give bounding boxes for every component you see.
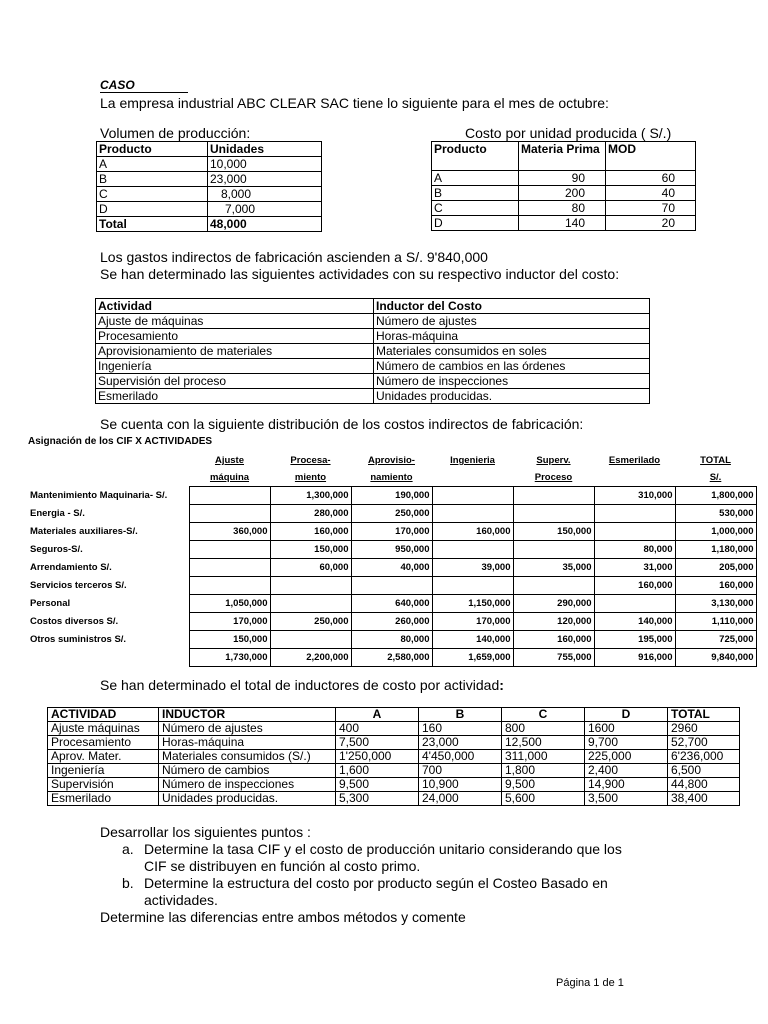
cif-cell: 205,000	[675, 559, 756, 577]
cif-row-label: Otros suministros S/.	[30, 634, 127, 645]
cif-row	[28, 595, 756, 613]
activity-cell: Aprovisionamiento de materiales	[96, 344, 374, 359]
cif-row-label: Servicios terceros S/.	[30, 580, 127, 591]
value-cell: 700	[419, 764, 502, 778]
cif-cell: 150,000	[270, 541, 351, 559]
cif-header-cell: Ingenieria	[450, 455, 495, 466]
table-row	[48, 792, 740, 806]
cif-cell: 250,000	[351, 505, 432, 523]
value-cell: 14,900	[585, 778, 668, 792]
cif-total-cell: 755,000	[513, 649, 594, 667]
inductors-header-cell: ACTIVIDAD	[48, 708, 159, 722]
value-cell: 225,000	[585, 750, 668, 764]
value-cell: 2,400	[585, 764, 668, 778]
cif-cell: 190,000	[351, 487, 432, 505]
cif-cell	[594, 595, 675, 613]
cif-cell	[513, 541, 594, 559]
table-row	[432, 216, 696, 231]
cif-total-cell: 2,580,000	[351, 649, 432, 667]
activities-header-cell: Actividad	[96, 299, 374, 314]
distribution-text: Se cuenta con la siguiente distribución de los costos indirectos de fabricación:	[100, 416, 584, 432]
caso-title: CASO	[100, 78, 135, 92]
unit-cost-header-cell: Materia Prima	[519, 142, 606, 171]
inductors-text-line	[100, 677, 504, 694]
unit-cost-header-cell: Producto	[432, 142, 519, 171]
activity-cell: Ingeniería	[96, 359, 374, 374]
cif-cell: 160,000	[675, 577, 756, 595]
cif-cell	[189, 487, 270, 505]
inductors-text: Se han determinado el total de inductores de costo por actividad	[100, 677, 500, 693]
task-line: Determine la estructura del costo por producto según el Costeo Basado en	[144, 875, 608, 891]
value-cell: 9,500	[336, 778, 419, 792]
cif-cell: 725,000	[675, 631, 756, 649]
product-cell: C	[97, 187, 208, 202]
cif-cell: 195,000	[594, 631, 675, 649]
value-cell: 2960	[668, 722, 740, 736]
total-label: Total	[97, 217, 208, 232]
cif-row-label: Energia - S/.	[30, 508, 85, 519]
cif-header-cell: namiento	[370, 472, 413, 483]
value-cell: 311,000	[502, 750, 585, 764]
caso-underline	[100, 92, 188, 93]
raw-material-cell: 200	[519, 186, 606, 201]
task-line: CIF se distribuyen en función al costo primo.	[144, 858, 421, 874]
cif-cell	[189, 577, 270, 595]
cif-header-cell	[594, 469, 675, 487]
activities-header-row	[96, 299, 650, 314]
cif-totals-row	[28, 649, 756, 667]
cif-row	[28, 487, 756, 505]
unit-cost-table	[431, 141, 696, 231]
tasks-final: Determine las diferencias entre ambos métodos y comente	[100, 909, 466, 925]
cif-header-cell: TOTAL	[700, 455, 731, 466]
driver-cell: Número de inspecciones	[374, 374, 650, 389]
cif-cell: 170,000	[432, 613, 513, 631]
table-row	[97, 202, 322, 217]
cif-total-cell: 916,000	[594, 649, 675, 667]
table-row	[48, 750, 740, 764]
product-cell: A	[97, 157, 208, 172]
value-cell: 5,600	[502, 792, 585, 806]
driver-cell: Materiales consumidos en soles	[374, 344, 650, 359]
table-row	[432, 171, 696, 186]
cif-cell: 160,000	[513, 631, 594, 649]
product-cell: B	[97, 172, 208, 187]
cif-cell	[189, 541, 270, 559]
cif-header-row-1	[28, 452, 756, 469]
tasks-intro: Desarrollar los siguientes puntos :	[100, 824, 311, 840]
value-cell: 6,500	[668, 764, 740, 778]
product-cell: D	[97, 202, 208, 217]
cif-cell: 950,000	[351, 541, 432, 559]
activity-cell: Supervisión del proceso	[96, 374, 374, 389]
cif-cell: 160,000	[270, 523, 351, 541]
table-row	[432, 201, 696, 216]
value-cell: 1,800	[502, 764, 585, 778]
production-total-row	[97, 217, 322, 232]
raw-material-cell: 80	[519, 201, 606, 216]
units-cell: 23,000	[208, 172, 322, 187]
inductors-header-cell: TOTAL	[668, 708, 740, 722]
cif-cell: 35,000	[513, 559, 594, 577]
activity-cell: Ingeniería	[48, 764, 159, 778]
cif-header-cell	[432, 469, 513, 487]
production-header-row	[97, 142, 322, 157]
value-cell: 44,800	[668, 778, 740, 792]
cif-cell: 160,000	[432, 523, 513, 541]
cif-cell: 1,300,000	[270, 487, 351, 505]
cif-cell: 530,000	[675, 505, 756, 523]
cif-cell: 280,000	[270, 505, 351, 523]
activity-cell: Procesamiento	[96, 329, 374, 344]
cif-row	[28, 541, 756, 559]
value-cell: 52,700	[668, 736, 740, 750]
cif-cell	[594, 523, 675, 541]
cif-cell: 40,000	[351, 559, 432, 577]
product-cell: D	[432, 216, 519, 231]
value-cell: 38,400	[668, 792, 740, 806]
cif-row-label: Materiales auxiliares-S/.	[30, 526, 138, 537]
cif-cell: 1,050,000	[189, 595, 270, 613]
activity-cell: Supervisión	[48, 778, 159, 792]
cif-cell: 290,000	[513, 595, 594, 613]
inductors-header-cell: A	[336, 708, 419, 722]
task-line: Determine la tasa CIF y el costo de producción unitario considerando que los	[144, 841, 622, 857]
value-cell: 1'250,000	[336, 750, 419, 764]
inductors-header-cell: INDUCTOR	[159, 708, 336, 722]
units-cell: 10,000	[208, 157, 322, 172]
cif-cell	[432, 487, 513, 505]
cif-cell: 250,000	[270, 613, 351, 631]
value-cell: 24,000	[419, 792, 502, 806]
cif-row	[28, 577, 756, 595]
table-row	[48, 764, 740, 778]
cif-row-label: Arrendamiento S/.	[30, 562, 112, 573]
production-heading: Volumen de producción:	[100, 125, 251, 141]
activities-intro: Se han determinado las siguientes actividades con su respectivo inductor del costo:	[100, 266, 620, 282]
cif-cell: 1,110,000	[675, 613, 756, 631]
cif-total-cell: 2,200,000	[270, 649, 351, 667]
cif-cell	[432, 541, 513, 559]
cif-cell	[351, 577, 432, 595]
cif-table	[28, 452, 757, 667]
production-header-cell: Unidades	[208, 142, 322, 157]
inductor-cell: Número de inspecciones	[159, 778, 336, 792]
cif-cell: 1,800,000	[675, 487, 756, 505]
cif-cell: 3,130,000	[675, 595, 756, 613]
table-row	[48, 778, 740, 792]
cif-row	[28, 559, 756, 577]
inductor-cell: Número de ajustes	[159, 722, 336, 736]
cif-header-cell: Esmerilado	[608, 455, 661, 466]
inductor-cell: Unidades producidas.	[159, 792, 336, 806]
cif-row	[28, 613, 756, 631]
inductors-header-cell: C	[502, 708, 585, 722]
inductors-header-row	[48, 708, 740, 722]
cif-title: Asignación de los CIF X ACTIVIDADES	[28, 436, 213, 447]
units-cell: 8,000	[208, 187, 322, 202]
cif-row-label: Mantenimiento Maquinaria- S/.	[30, 490, 168, 501]
cif-header-cell: miento	[294, 472, 327, 483]
value-cell: 4'450,000	[419, 750, 502, 764]
mod-cell: 60	[606, 171, 696, 186]
cif-cell: 140,000	[594, 613, 675, 631]
cif-cell	[513, 487, 594, 505]
value-cell: 5,300	[336, 792, 419, 806]
cif-cell: 80,000	[594, 541, 675, 559]
activity-cell: Procesamiento	[48, 736, 159, 750]
cif-header-row-2	[28, 469, 756, 487]
cif-row	[28, 505, 756, 523]
product-cell: A	[432, 171, 519, 186]
table-row	[97, 172, 322, 187]
driver-cell: Unidades producidas.	[374, 389, 650, 404]
gif-text: Los gastos indirectos de fabricación ascienden a S/. 9'840,000	[100, 249, 488, 265]
cif-header-cell: Procesa-	[290, 455, 331, 466]
unit-cost-header-row	[432, 142, 696, 171]
value-cell: 3,500	[585, 792, 668, 806]
cif-header-cell: S/.	[709, 472, 722, 483]
cif-row	[28, 523, 756, 541]
activity-cell: Ajuste máquinas	[48, 722, 159, 736]
inductors-body	[48, 722, 740, 806]
activity-cell: Esmerilado	[48, 792, 159, 806]
value-cell: 23,000	[419, 736, 502, 750]
table-row	[96, 374, 650, 389]
cif-row-label: Seguros-S/.	[30, 544, 83, 555]
mod-cell: 70	[606, 201, 696, 216]
table-row	[48, 736, 740, 750]
cif-header-cell: Proceso	[534, 472, 573, 483]
value-cell: 1600	[585, 722, 668, 736]
cif-header-cell: máquina	[209, 472, 250, 483]
mod-cell: 20	[606, 216, 696, 231]
driver-cell: Número de ajustes	[374, 314, 650, 329]
table-row	[96, 344, 650, 359]
cif-header-cell: Aprovisio-	[368, 455, 415, 466]
total-value: 48,000	[208, 217, 322, 232]
unit-cost-heading: Costo por unidad producida ( S/.)	[465, 125, 672, 141]
value-cell: 6'236,000	[668, 750, 740, 764]
cif-header-cell: Superv.	[536, 455, 571, 466]
cif-cell	[189, 505, 270, 523]
cif-cell: 140,000	[432, 631, 513, 649]
raw-material-cell: 90	[519, 171, 606, 186]
cif-cell: 1,150,000	[432, 595, 513, 613]
value-cell: 400	[336, 722, 419, 736]
cif-cell: 80,000	[351, 631, 432, 649]
inductors-header-cell: D	[585, 708, 668, 722]
table-row	[96, 359, 650, 374]
activity-cell: Esmerilado	[96, 389, 374, 404]
value-cell: 160	[419, 722, 502, 736]
cif-cell: 31,000	[594, 559, 675, 577]
activities-table	[95, 298, 650, 404]
cif-cell	[432, 577, 513, 595]
value-cell: 9,500	[502, 778, 585, 792]
cif-cell: 1,000,000	[675, 523, 756, 541]
value-cell: 7,500	[336, 736, 419, 750]
inductor-cell: Materiales consumidos (S/.)	[159, 750, 336, 764]
cif-cell: 120,000	[513, 613, 594, 631]
inductors-table	[47, 707, 740, 806]
unit-cost-header-cell: MOD	[606, 142, 696, 171]
cif-cell: 170,000	[351, 523, 432, 541]
task-marker: b.	[122, 875, 134, 891]
cif-cell	[432, 505, 513, 523]
cif-cell: 60,000	[270, 559, 351, 577]
activity-cell: Aprov. Mater.	[48, 750, 159, 764]
product-cell: B	[432, 186, 519, 201]
cif-total-cell: 1,730,000	[189, 649, 270, 667]
table-row	[96, 329, 650, 344]
table-row	[432, 186, 696, 201]
driver-cell: Número de cambios en las órdenes	[374, 359, 650, 374]
task-item-b	[122, 875, 697, 908]
cif-cell	[270, 595, 351, 613]
value-cell: 800	[502, 722, 585, 736]
raw-material-cell: 140	[519, 216, 606, 231]
task-line: actividades.	[144, 892, 218, 908]
cif-cell	[594, 505, 675, 523]
cif-cell: 170,000	[189, 613, 270, 631]
cif-body	[28, 487, 756, 649]
production-header-cell: Producto	[97, 142, 208, 157]
mod-cell: 40	[606, 186, 696, 201]
cif-cell	[189, 559, 270, 577]
cif-cell	[270, 577, 351, 595]
page-number: Página 1 de 1	[556, 977, 624, 989]
product-cell: C	[432, 201, 519, 216]
cif-cell: 260,000	[351, 613, 432, 631]
value-cell: 9,700	[585, 736, 668, 750]
value-cell: 10,900	[419, 778, 502, 792]
inductor-cell: Número de cambios	[159, 764, 336, 778]
production-table	[96, 141, 322, 232]
cif-header-cell: Ajuste	[214, 455, 245, 466]
table-row	[97, 187, 322, 202]
table-row	[48, 722, 740, 736]
inductors-colon: :	[499, 677, 504, 693]
cif-row-label: Costos diversos S/.	[30, 616, 119, 627]
cif-row-label: Personal	[30, 598, 71, 609]
table-row	[97, 157, 322, 172]
value-cell: 12,500	[502, 736, 585, 750]
cif-cell: 150,000	[513, 523, 594, 541]
cif-total-cell: 1,659,000	[432, 649, 513, 667]
cif-cell: 310,000	[594, 487, 675, 505]
cif-cell	[513, 577, 594, 595]
activities-header-cell: Inductor del Costo	[374, 299, 650, 314]
value-cell: 1,600	[336, 764, 419, 778]
task-item-a	[122, 841, 697, 874]
cif-cell	[513, 505, 594, 523]
table-row	[96, 314, 650, 329]
task-marker: a.	[122, 841, 134, 857]
intro-text: La empresa industrial ABC CLEAR SAC tiene lo siguiente para el mes de octubre:	[100, 95, 609, 111]
cif-cell: 39,000	[432, 559, 513, 577]
inductors-header-cell: B	[419, 708, 502, 722]
cif-cell	[270, 631, 351, 649]
cif-total-cell: 9,840,000	[675, 649, 756, 667]
cif-cell: 640,000	[351, 595, 432, 613]
cif-cell: 360,000	[189, 523, 270, 541]
units-cell: 7,000	[208, 202, 322, 217]
activity-cell: Ajuste de máquinas	[96, 314, 374, 329]
cif-cell: 160,000	[594, 577, 675, 595]
cif-cell: 1,180,000	[675, 541, 756, 559]
cif-cell: 150,000	[189, 631, 270, 649]
driver-cell: Horas-máquina	[374, 329, 650, 344]
inductor-cell: Horas-máquina	[159, 736, 336, 750]
table-row	[96, 389, 650, 404]
cif-row	[28, 631, 756, 649]
